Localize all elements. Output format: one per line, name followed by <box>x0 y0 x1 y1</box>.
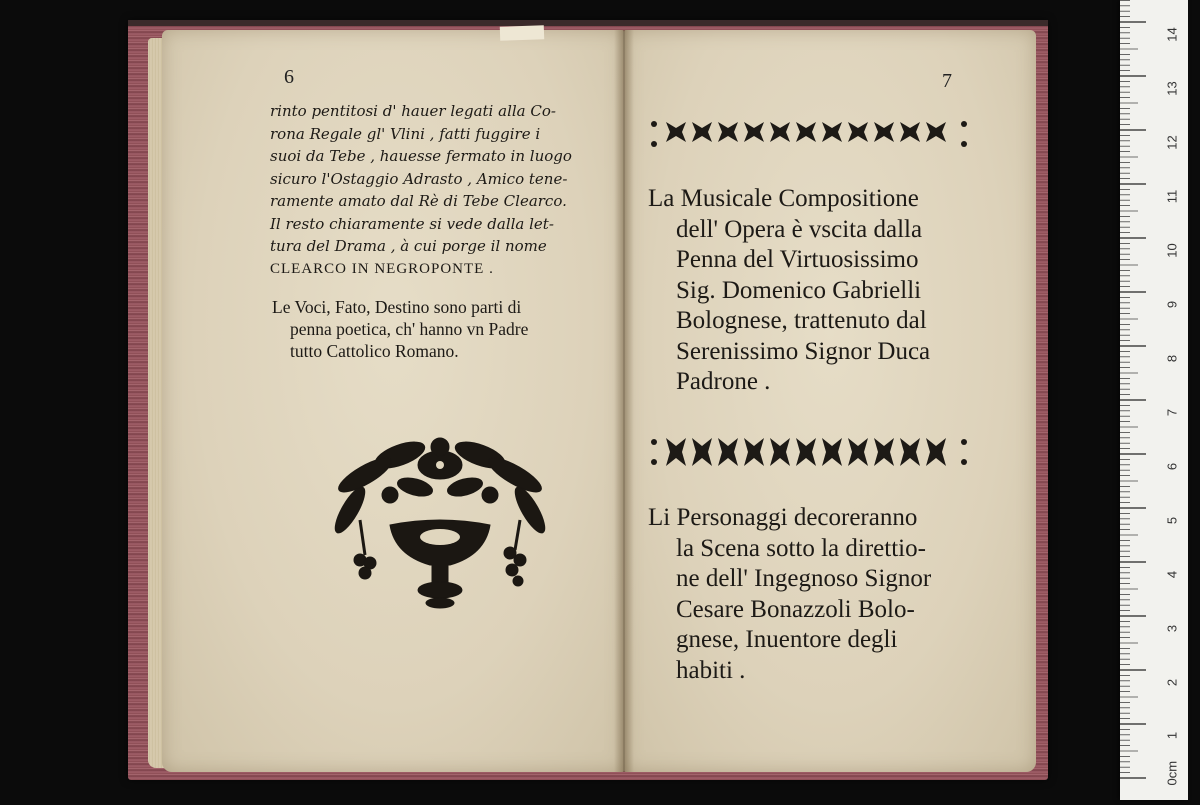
costumes-paragraph <box>648 503 998 686</box>
paragraph-line: La Musicale Compositione <box>648 185 919 212</box>
roman-line: Le Voci, Fato, Destino sono parti di <box>272 297 522 317</box>
ruler-label: 7 <box>1164 408 1180 417</box>
paragraph-line: ne dell' Ingegnoso Signor <box>676 565 932 592</box>
italic-line: tura del Drama , à cui porge il nome <box>270 237 547 255</box>
printer-ornament-band-icon <box>648 432 970 472</box>
paragraph-line: Cesare Bonazzoli Bolo- <box>676 595 915 623</box>
paragraph-line: dell' Opera è vscita dalla <box>676 215 923 243</box>
roman-line: tutto Cattolico Romano. <box>290 341 459 361</box>
ruler-label: 2 <box>1164 678 1180 687</box>
composer-paragraph <box>648 184 998 398</box>
flower-vase-woodcut-icon <box>320 425 560 615</box>
ruler-label: 9 <box>1164 300 1180 309</box>
ruler-label: 12 <box>1164 135 1180 150</box>
ruler-label: 5 <box>1164 516 1180 525</box>
italic-line: Il resto chiaramente si vede dalla let- <box>270 214 554 233</box>
paragraph-line: Penna del Virtuosissimo <box>676 246 919 273</box>
left-page-number: 6 <box>284 66 294 88</box>
paragraph-line: Serenissimo Signor Duca <box>676 337 931 365</box>
left-italic-paragraph <box>270 100 590 280</box>
ruler-label: 10 <box>1164 243 1180 258</box>
paragraph-line: Sig. Domenico Gabrielli <box>676 276 922 304</box>
italic-line: rona Regale gl' Vlini , fatti fuggire i <box>270 124 541 143</box>
ruler-label: 11 <box>1164 189 1180 204</box>
paragraph-line: Li Personaggi decoreranno <box>648 504 918 531</box>
paper-tear <box>500 25 544 41</box>
italic-line: ramente amato dal Rè di Tebe Clearco. <box>270 192 567 210</box>
printer-ornament-band-icon <box>648 114 970 154</box>
paragraph-line: Padrone . <box>676 368 771 395</box>
cover-top-edge <box>128 20 1048 26</box>
drama-title-line: CLEARCO IN NEGROPONTE . <box>270 260 494 277</box>
paragraph-line: la Scena sotto la direttio- <box>676 534 926 562</box>
ruler-label: 14 <box>1164 27 1180 42</box>
roman-line: penna poetica, ch' hanno vn Padre <box>290 319 529 339</box>
ruler-label: 8 <box>1164 354 1180 363</box>
ruler-label: 0cm <box>1164 760 1180 786</box>
left-roman-paragraph <box>272 296 602 362</box>
ruler-label: 3 <box>1164 624 1180 633</box>
ruler-label: 13 <box>1164 81 1180 96</box>
paragraph-line: habiti . <box>676 656 746 684</box>
italic-line: rinto pentitosi d' hauer legati alla Co- <box>270 102 556 120</box>
book-gutter <box>614 30 634 772</box>
paragraph-line: Bolognese, trattenuto dal <box>676 307 927 334</box>
paragraph-line: gnese, Inuentore degli <box>676 626 898 653</box>
italic-line: suoi da Tebe , hauesse fermato in luogo <box>270 147 572 165</box>
ruler-label: 1 <box>1164 731 1180 740</box>
ruler-label: 4 <box>1164 570 1180 579</box>
ruler-label: 6 <box>1164 462 1180 471</box>
right-page-number: 7 <box>942 70 952 92</box>
italic-line: sicuro l'Ostaggio Adrasto , Amico tene- <box>270 169 568 188</box>
